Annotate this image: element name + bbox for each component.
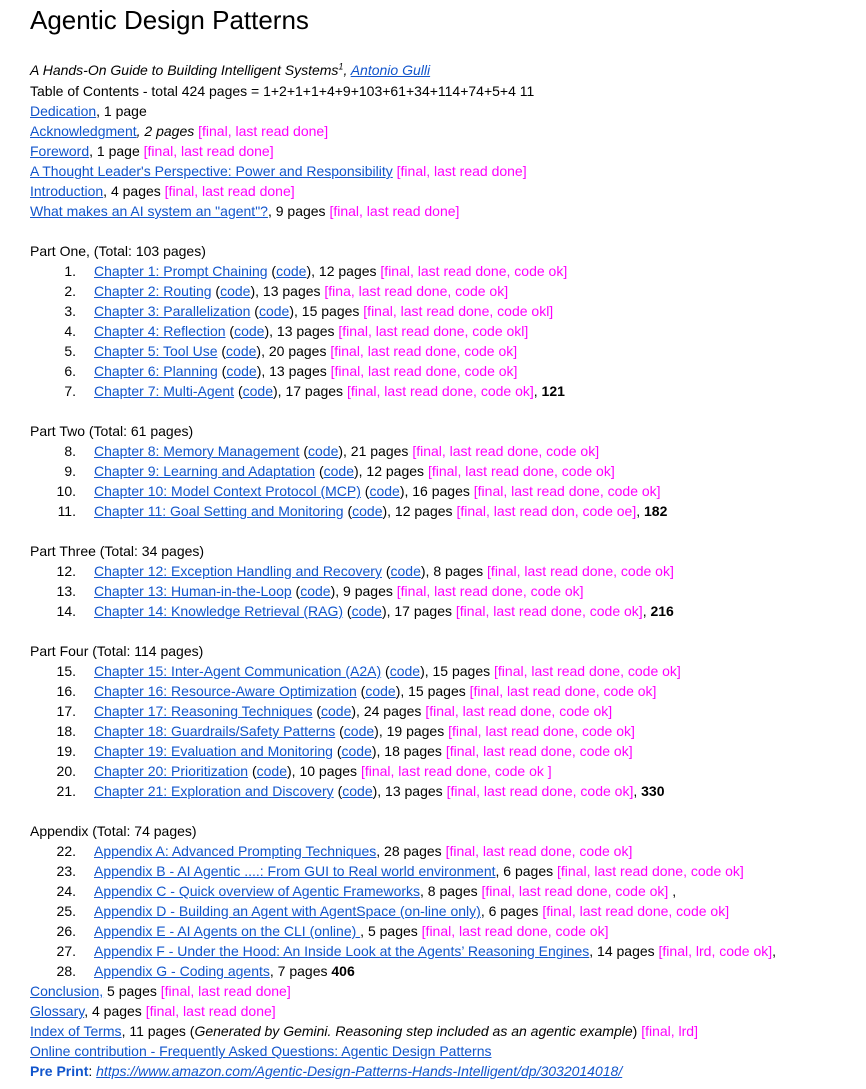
chapter-link[interactable]: Chapter 6: Planning xyxy=(94,363,218,379)
front-matter-line xyxy=(30,201,459,221)
status-note: [final, last read done, code ok] xyxy=(473,483,661,499)
preprint-separator: : xyxy=(88,1063,97,1079)
item-number: 8. xyxy=(64,443,76,459)
back-matter-line xyxy=(30,1021,698,1041)
status-note: [final, last read done, code ok] xyxy=(330,363,518,379)
chapter-link[interactable]: Chapter 10: Model Context Protocol (MCP) xyxy=(94,483,361,499)
code-link[interactable]: code xyxy=(258,303,290,319)
item-number: 4. xyxy=(64,323,76,339)
back-matter-line xyxy=(30,981,291,1001)
page-count: , 9 pages xyxy=(267,203,330,219)
chapter-link[interactable]: Chapter 20: Prioritization xyxy=(94,763,249,779)
status-note: [final, last read done, code ok] xyxy=(412,443,600,459)
cumulative-total: 216 xyxy=(650,603,674,619)
code-link[interactable]: code xyxy=(389,663,421,679)
back-matter-line xyxy=(30,1041,491,1061)
chapter-link[interactable]: Appendix B - AI Agentic ....: From GUI to Real world environment xyxy=(94,863,496,879)
item-text: Chapter 18: Guardrails/Safety Patterns (code), 19 pages [final, last read done, code ok] xyxy=(94,723,635,739)
item-number: 24. xyxy=(56,883,76,899)
page-count: , 7 pages xyxy=(269,963,332,979)
page-count: 5 pages xyxy=(103,983,161,999)
item-text xyxy=(94,861,744,881)
front-matter-link[interactable]: Dedication xyxy=(30,103,97,119)
status-note: [final, last read done, code ok ] xyxy=(360,763,552,779)
code-link[interactable]: code xyxy=(352,503,383,519)
page-count: , 12 pages xyxy=(387,503,457,519)
item-text: Chapter 8: Memory Management (code), 21 pages [final, last read done, code ok] xyxy=(94,443,600,459)
subtitle xyxy=(30,60,430,80)
page-count: , 5 pages xyxy=(360,923,422,939)
item-text: Chapter 14: Knowledge Retrieval (RAG) (code), 17 pages [final, last read done, code ok], 216 xyxy=(94,603,674,619)
page-count: , 1 page xyxy=(96,103,147,119)
status-note: [final, last read done] xyxy=(143,143,274,159)
chapter-link[interactable]: Chapter 4: Reflection xyxy=(94,323,226,339)
back-matter-link[interactable]: Conclusion, xyxy=(30,983,104,999)
page-count: , 4 pages xyxy=(84,1003,146,1019)
item-text: Chapter 6: Planning (code), 13 pages [final, last read done, code ok] xyxy=(94,363,518,379)
item-number: 22. xyxy=(56,843,76,859)
chapter-link[interactable]: Chapter 18: Guardrails/Safety Patterns xyxy=(94,723,336,739)
item-text: Chapter 20: Prioritization (code), 10 pages [final, last read done, code ok ] xyxy=(94,763,552,779)
status-note: [final, last read done] xyxy=(145,1003,276,1019)
item-text xyxy=(94,941,776,961)
chapter-link[interactable]: Appendix F - Under the Hood: An Inside Look at the Agents’ Reasoning Engines xyxy=(94,943,590,959)
status-note: [final, last read done, code ok] xyxy=(427,463,615,479)
chapter-link[interactable]: Chapter 5: Tool Use xyxy=(94,343,218,359)
chapter-link[interactable]: Appendix E - AI Agents on the CLI (online) xyxy=(94,923,361,939)
page-count: , 6 pages xyxy=(480,903,543,919)
status-note: [final, last read done, code ok] xyxy=(494,663,681,679)
cumulative-total: 182 xyxy=(644,503,668,519)
part-heading: Part Three (Total: 34 pages) xyxy=(30,543,205,559)
page-count: , 8 pages xyxy=(425,563,488,579)
chapter-link[interactable]: Appendix A: Advanced Prompting Techniques xyxy=(94,843,377,859)
item-number: 26. xyxy=(56,923,76,939)
chapter-link[interactable]: Chapter 21: Exploration and Discovery xyxy=(94,783,334,799)
chapter-link[interactable]: Chapter 8: Memory Management xyxy=(94,443,300,459)
toc-summary: Table of Contents - total 424 pages = 1+2+1+1+4+9+103+61+34+114+74+5+4 11 xyxy=(30,83,535,99)
status-note: [fina, last read done, code ok] xyxy=(324,283,509,299)
page-count: , 13 pages xyxy=(261,363,331,379)
item-text xyxy=(94,921,608,941)
code-link[interactable]: code xyxy=(226,343,257,359)
status-note: [final, last read done, code ok] xyxy=(346,383,534,399)
author-link[interactable]: Antonio Gulli xyxy=(350,62,431,78)
item-text: Chapter 16: Resource-Aware Optimization (code), 15 pages [final, last read done, code ok] xyxy=(94,683,657,699)
item-text: Chapter 21: Exploration and Discovery (code), 13 pages [final, last read done, code ok], 330 xyxy=(94,783,665,799)
front-matter-line xyxy=(30,181,295,201)
item-number: 17. xyxy=(56,703,76,719)
page-count: , 15 pages xyxy=(294,303,364,319)
part-heading: Appendix (Total: 74 pages) xyxy=(30,823,197,839)
status-note: [final, last read done] xyxy=(164,183,295,199)
chapter-link[interactable]: Chapter 1: Prompt Chaining xyxy=(94,263,268,279)
code-link[interactable]: code xyxy=(390,563,421,579)
front-matter-line xyxy=(30,161,527,181)
page-count: , 10 pages xyxy=(291,763,361,779)
note-italic: Generated by Gemini. Reasoning step included as an agentic example xyxy=(194,1023,633,1039)
status-note: [final, last read done, code ok] xyxy=(487,563,674,579)
item-number: 1. xyxy=(64,263,76,279)
status-note: [final, last read done] xyxy=(329,203,460,219)
status-note: [final, last read done, code okl] xyxy=(338,323,529,339)
page-count: , 21 pages xyxy=(343,443,413,459)
page-count: , 12 pages xyxy=(311,263,381,279)
page-count: , 15 pages xyxy=(400,683,470,699)
chapter-link[interactable]: Chapter 13: Human-in-the-Loop xyxy=(94,583,292,599)
item-text: Chapter 15: Inter-Agent Communication (A2A) (code), 15 pages [final, last read done, code ok] xyxy=(94,663,681,679)
back-matter-line xyxy=(30,1001,276,1021)
item-number: 28. xyxy=(56,963,76,979)
code-link[interactable]: code xyxy=(256,763,287,779)
chapter-link[interactable]: Chapter 19: Evaluation and Monitoring xyxy=(94,743,333,759)
status-note: [final, last read done, code ok] xyxy=(445,743,633,759)
status-note: [final, last read done, code ok] xyxy=(542,903,730,919)
cumulative-total: 330 xyxy=(641,783,665,799)
item-number: 25. xyxy=(56,903,76,919)
code-link[interactable]: code xyxy=(365,683,396,699)
subtitle-separator: , xyxy=(343,62,351,78)
item-number: 27. xyxy=(56,943,76,959)
item-number: 14. xyxy=(56,603,76,619)
front-matter-link[interactable]: What makes an AI system an "agent"? xyxy=(30,203,268,219)
status-note: [final, last read done, code ok] xyxy=(380,263,568,279)
item-text: Chapter 12: Exception Handling and Recovery (code), 8 pages [final, last read done, code ok] xyxy=(94,563,674,579)
part-heading: Part Two (Total: 61 pages) xyxy=(30,423,194,439)
item-number: 11. xyxy=(57,503,76,519)
page-count: , 15 pages xyxy=(424,663,495,679)
status-note: [final, last read done, code ok] xyxy=(481,883,669,899)
page-count: , 6 pages xyxy=(495,863,558,879)
cumulative-total: 406 xyxy=(331,963,355,979)
code-link[interactable]: code xyxy=(341,743,372,759)
code-link[interactable]: code xyxy=(300,583,331,599)
status-note: [final, last read don, code oe] xyxy=(456,503,637,519)
page-count: , 28 pages xyxy=(376,843,446,859)
page-count: , 9 pages xyxy=(335,583,397,599)
item-number: 15. xyxy=(56,663,76,679)
item-text: Chapter 17: Reasoning Techniques (code), 24 pages [final, last read done, code ok] xyxy=(94,703,613,719)
trailing-punct: , xyxy=(668,883,677,899)
code-link[interactable]: code xyxy=(351,603,382,619)
code-link[interactable]: code xyxy=(343,723,375,739)
page-count: , 1 page xyxy=(89,143,144,159)
page-count: , 2 pages xyxy=(136,123,195,139)
note-close: ) xyxy=(632,1023,642,1039)
item-text: Chapter 3: Parallelization (code), 15 pages [final, last read done, code okl] xyxy=(94,303,554,319)
page-count: , 4 pages xyxy=(103,183,165,199)
preprint-label: Pre Print xyxy=(30,1063,89,1079)
status-note: [final, last read done, code ok] xyxy=(469,683,657,699)
code-link[interactable]: code xyxy=(369,483,400,499)
item-number: 13. xyxy=(56,583,76,599)
status-note: [final, last read done] xyxy=(160,983,291,999)
chapter-link[interactable]: Appendix G - Coding agents xyxy=(94,963,270,979)
item-text: Chapter 4: Reflection (code), 13 pages [final, last read done, code okl] xyxy=(94,323,529,339)
chapter-link[interactable]: Appendix C - Quick overview of Agentic Frameworks xyxy=(94,883,421,899)
item-text: Chapter 19: Evaluation and Monitoring (code), 18 pages [final, last read done, code ok] xyxy=(94,743,633,759)
code-link[interactable]: code xyxy=(308,443,339,459)
front-matter-line xyxy=(30,141,274,161)
item-number: 12. xyxy=(56,563,76,579)
front-matter-line xyxy=(30,101,147,121)
item-number: 3. xyxy=(64,303,76,319)
part-heading: Part Four (Total: 114 pages) xyxy=(30,643,204,659)
item-text xyxy=(94,881,676,901)
page-count: , 16 pages xyxy=(404,483,474,499)
item-number: 16. xyxy=(56,683,76,699)
chapter-link[interactable]: Chapter 9: Learning and Adaptation xyxy=(94,463,316,479)
status-note: [final, last read done, code ok] xyxy=(421,923,609,939)
subtitle-text: A Hands-On Guide to Building Intelligent Systems xyxy=(30,62,339,78)
back-matter-link[interactable]: Online contribution - Frequently Asked Questions: Agentic Design Patterns xyxy=(30,1043,492,1059)
trailing-punct: , xyxy=(772,943,777,959)
status-note: [final, last read done, code ok] xyxy=(557,863,744,879)
chapter-link[interactable]: Chapter 11: Goal Setting and Monitoring xyxy=(94,503,344,519)
status-note: [final, last read done, code ok] xyxy=(445,843,633,859)
item-text: Chapter 11: Goal Setting and Monitoring (code), 12 pages [final, last read don, code oe], 182 xyxy=(94,503,668,519)
page-count: , 11 pages ( xyxy=(121,1023,195,1039)
footnote-marker: 1 xyxy=(338,61,344,72)
back-matter-link[interactable]: Index of Terms xyxy=(30,1023,122,1039)
page-count: , 18 pages xyxy=(376,743,446,759)
item-text xyxy=(94,841,632,861)
page-count: , 12 pages xyxy=(358,463,428,479)
status-note: [final, last read done] xyxy=(396,163,527,179)
chapter-link[interactable]: Chapter 15: Inter-Agent Communication (A2A) xyxy=(94,663,382,679)
code-link[interactable]: code xyxy=(234,323,265,339)
page-count: , 17 pages xyxy=(386,603,456,619)
item-text xyxy=(94,961,355,981)
item-text: Chapter 2: Routing (code), 13 pages [fina, last read done, code ok] xyxy=(94,283,509,299)
status-note: [final, lrd] xyxy=(641,1023,698,1039)
status-note: [final, last read done, code ok] xyxy=(425,703,613,719)
status-note: [final, last read done, code ok] xyxy=(446,783,634,799)
front-matter-line xyxy=(30,121,328,141)
page-title: Agentic Design Patterns xyxy=(30,5,309,35)
front-matter-link[interactable]: Introduction xyxy=(30,183,104,199)
back-matter-link[interactable]: Glossary xyxy=(30,1003,85,1019)
item-number: 10. xyxy=(56,483,76,499)
chapter-link[interactable]: Chapter 14: Knowledge Retrieval (RAG) xyxy=(94,603,344,619)
item-number: 5. xyxy=(64,343,76,359)
item-number: 18. xyxy=(56,723,76,739)
page-count: , 13 pages xyxy=(255,283,325,299)
page-count: , 17 pages xyxy=(277,383,347,399)
code-link[interactable]: code xyxy=(321,703,352,719)
chapter-link[interactable]: Chapter 3: Parallelization xyxy=(94,303,251,319)
front-matter-link[interactable]: Acknowledgment xyxy=(30,123,137,139)
item-number: 6. xyxy=(64,363,76,379)
item-text: Chapter 7: Multi-Agent (code), 17 pages [final, last read done, code ok], 121 xyxy=(94,383,565,399)
item-number: 23. xyxy=(56,863,76,879)
page-count: , 19 pages xyxy=(378,723,449,739)
status-note: [final, last read done, code ok] xyxy=(330,343,518,359)
chapter-link[interactable]: Chapter 2: Routing xyxy=(94,283,212,299)
status-note: [final, lrd, code ok] xyxy=(658,943,773,959)
item-text: Chapter 5: Tool Use (code), 20 pages [final, last read done, code ok] xyxy=(94,343,518,359)
page-count: , 24 pages xyxy=(356,703,426,719)
chapter-link[interactable]: Appendix D - Building an Agent with AgentSpace (on-line only) xyxy=(94,903,481,919)
status-note: [final, last read done, code ok] xyxy=(396,583,584,599)
page-count: , 13 pages xyxy=(377,783,447,799)
item-number: 20. xyxy=(56,763,76,779)
item-text xyxy=(94,901,729,921)
page-count: , 13 pages xyxy=(269,323,339,339)
preprint-line xyxy=(30,1061,622,1081)
code-link[interactable]: code xyxy=(242,383,273,399)
chapter-link[interactable]: Chapter 17: Reasoning Techniques xyxy=(94,703,313,719)
part-heading: Part One, (Total: 103 pages) xyxy=(30,243,206,259)
item-text: Chapter 10: Model Context Protocol (MCP) (code), 16 pages [final, last read done, code ok] xyxy=(94,483,661,499)
chapter-link[interactable]: Chapter 16: Resource-Aware Optimization xyxy=(94,683,357,699)
preprint-url-link[interactable]: https://www.amazon.com/Agentic-Design-Patterns-Hands-Intelligent/dp/3032014018/ xyxy=(96,1063,623,1079)
item-number: 19. xyxy=(56,743,76,759)
code-link[interactable]: code xyxy=(276,263,307,279)
chapter-link[interactable]: Chapter 7: Multi-Agent xyxy=(94,383,235,399)
status-note: [final, last read done, code okl] xyxy=(363,303,554,319)
chapter-link[interactable]: Chapter 12: Exception Handling and Recovery xyxy=(94,563,382,579)
item-text: Chapter 9: Learning and Adaptation (code), 12 pages [final, last read done, code ok] xyxy=(94,463,615,479)
item-number: 9. xyxy=(64,463,76,479)
item-text: Chapter 13: Human-in-the-Loop (code), 9 pages [final, last read done, code ok] xyxy=(94,583,584,599)
code-link[interactable]: code xyxy=(226,363,257,379)
status-note: [final, last read done, code ok] xyxy=(448,723,635,739)
item-number: 7. xyxy=(64,383,76,399)
front-matter-link[interactable]: Foreword xyxy=(30,143,90,159)
code-link[interactable]: code xyxy=(342,783,373,799)
item-number: 21. xyxy=(56,783,76,799)
page-count: , 14 pages xyxy=(589,943,659,959)
page-count: , 20 pages xyxy=(261,343,331,359)
status-note: [final, last read done, code ok] xyxy=(455,603,643,619)
code-link[interactable]: code xyxy=(220,283,251,299)
item-text: Chapter 1: Prompt Chaining (code), 12 pages [final, last read done, code ok] xyxy=(94,263,568,279)
code-link[interactable]: code xyxy=(323,463,354,479)
item-number: 2. xyxy=(64,283,76,299)
cumulative-total: 121 xyxy=(541,383,565,399)
page-count: , 8 pages xyxy=(420,883,482,899)
status-note: [final, last read done] xyxy=(194,123,329,139)
front-matter-link[interactable]: A Thought Leader's Perspective: Power and Responsibility xyxy=(30,163,393,179)
